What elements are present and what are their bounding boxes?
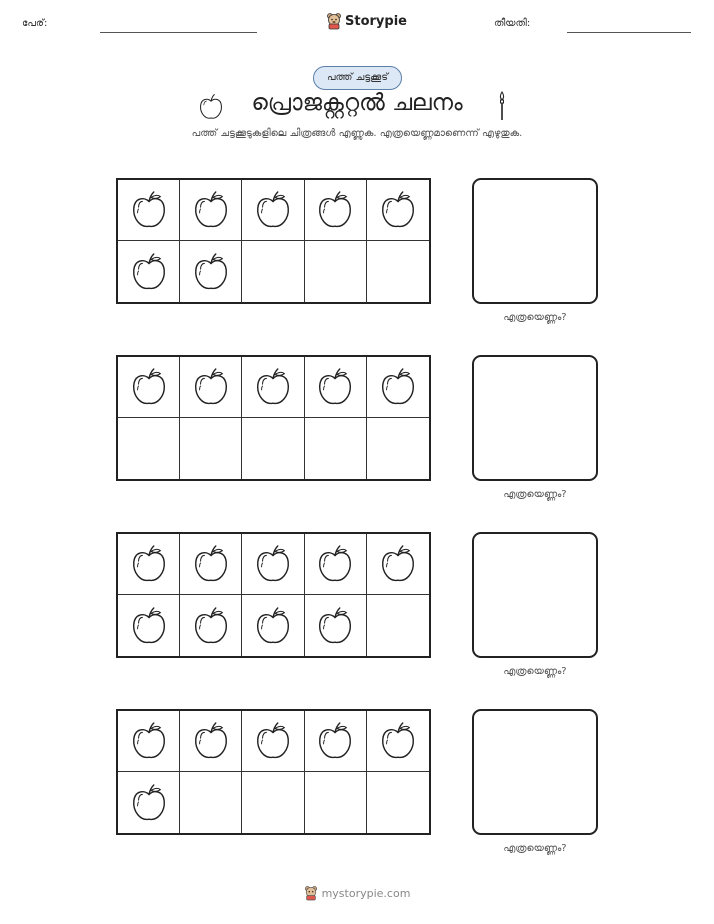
bear-mascot-icon — [304, 885, 318, 901]
ten-frame-4 — [116, 709, 431, 835]
apple-icon — [316, 720, 354, 762]
ten-frame-3 — [116, 532, 431, 658]
ten-frame-cell — [305, 357, 367, 418]
ten-frame-cell — [180, 772, 242, 833]
ten-frame-cell — [118, 711, 180, 772]
ten-frame-cell — [367, 241, 429, 302]
date-line[interactable] — [567, 32, 691, 33]
brand-name: Storypie — [345, 13, 407, 29]
ten-frame-cell — [367, 534, 429, 595]
apple-icon — [379, 543, 417, 585]
apple-icon — [254, 366, 292, 408]
ten-frame-cell — [242, 711, 304, 772]
ten-frame-cell — [242, 595, 304, 656]
apple-icon — [130, 189, 168, 231]
apple-icon — [192, 720, 230, 762]
ten-frame-cell — [118, 357, 180, 418]
ten-frame-cell — [242, 180, 304, 241]
ten-frame-cell — [180, 534, 242, 595]
apple-icon — [130, 251, 168, 293]
ten-frame-cell — [118, 180, 180, 241]
ten-frame-cell — [118, 534, 180, 595]
ten-frame-cell — [180, 241, 242, 302]
answer-box-2[interactable] — [472, 355, 598, 481]
ten-frame-cell — [305, 772, 367, 833]
ten-frame-cell — [305, 241, 367, 302]
footer-url[interactable]: mystorypie.com — [321, 886, 411, 900]
ten-frame-cell — [367, 418, 429, 479]
answer-prompt-4: എത്രയെണ്ണം? — [503, 843, 567, 854]
apple-icon — [192, 366, 230, 408]
apple-icon — [316, 605, 354, 647]
ten-frame-cell — [180, 595, 242, 656]
answer-box-1[interactable] — [472, 178, 598, 304]
apple-icon — [192, 189, 230, 231]
ten-frame-cell — [305, 534, 367, 595]
apple-icon — [254, 720, 292, 762]
apple-icon — [379, 366, 417, 408]
answer-box-3[interactable] — [472, 532, 598, 658]
apple-icon — [254, 543, 292, 585]
apple-icon — [130, 720, 168, 762]
ten-frame-cell — [118, 595, 180, 656]
ten-frame-cell — [242, 357, 304, 418]
ten-frame-cell — [367, 711, 429, 772]
ten-frame-cell — [305, 418, 367, 479]
apple-icon — [379, 189, 417, 231]
apple-icon — [379, 720, 417, 762]
ten-frame-cell — [180, 418, 242, 479]
ten-frame-cell — [305, 711, 367, 772]
apple-icon — [192, 605, 230, 647]
apple-icon — [130, 366, 168, 408]
footer — [0, 885, 714, 901]
ten-frame-cell — [367, 357, 429, 418]
apple-icon — [254, 189, 292, 231]
ten-frame-cell — [367, 772, 429, 833]
ten-frame-cell — [242, 418, 304, 479]
brand-logo — [326, 12, 407, 30]
apple-icon — [192, 251, 230, 293]
ten-frame-cell — [242, 241, 304, 302]
name-line[interactable] — [100, 32, 257, 33]
ten-frame-cell — [305, 595, 367, 656]
answer-prompt-1: എത്രയെണ്ണം? — [503, 312, 567, 323]
ten-frame-2 — [116, 355, 431, 481]
apple-icon — [316, 543, 354, 585]
answer-prompt-3: എത്രയെണ്ണം? — [503, 666, 567, 677]
ten-frame-cell — [180, 711, 242, 772]
ten-frame-cell — [180, 357, 242, 418]
name-label: പേര്: — [22, 18, 48, 29]
apple-icon — [316, 189, 354, 231]
apple-icon — [192, 543, 230, 585]
apple-icon — [316, 366, 354, 408]
ten-frame-cell — [305, 180, 367, 241]
worksheet-title: പ്രൊജക്റ്ററ്റൽ ചലനം — [251, 90, 463, 116]
apple-icon — [130, 605, 168, 647]
ten-frame-cell — [242, 534, 304, 595]
apple-icon — [254, 605, 292, 647]
paintbrush-icon — [497, 91, 507, 121]
answer-prompt-2: എത്രയെണ്ണം? — [503, 489, 567, 500]
date-label: തീയതി: — [494, 18, 531, 29]
apple-icon — [130, 543, 168, 585]
answer-box-4[interactable] — [472, 709, 598, 835]
instruction-text: പത്ത് ചട്ടക്കൂടുകളിലെ ചിത്രങ്ങൾ എണ്ണുക. എത്രയെണ്ണമാണെന്ന് എഴുതുക. — [191, 128, 523, 139]
ten-frame-cell — [118, 772, 180, 833]
apple-icon — [130, 782, 168, 824]
ten-frame-cell — [367, 180, 429, 241]
topic-tag: പത്ത് ചട്ടക്കൂട് — [313, 66, 402, 90]
ten-frame-1 — [116, 178, 431, 304]
ten-frame-cell — [242, 772, 304, 833]
ten-frame-cell — [180, 180, 242, 241]
bear-mascot-icon — [326, 12, 342, 30]
ten-frame-cell — [118, 418, 180, 479]
ten-frame-cell — [367, 595, 429, 656]
ten-frame-cell — [118, 241, 180, 302]
